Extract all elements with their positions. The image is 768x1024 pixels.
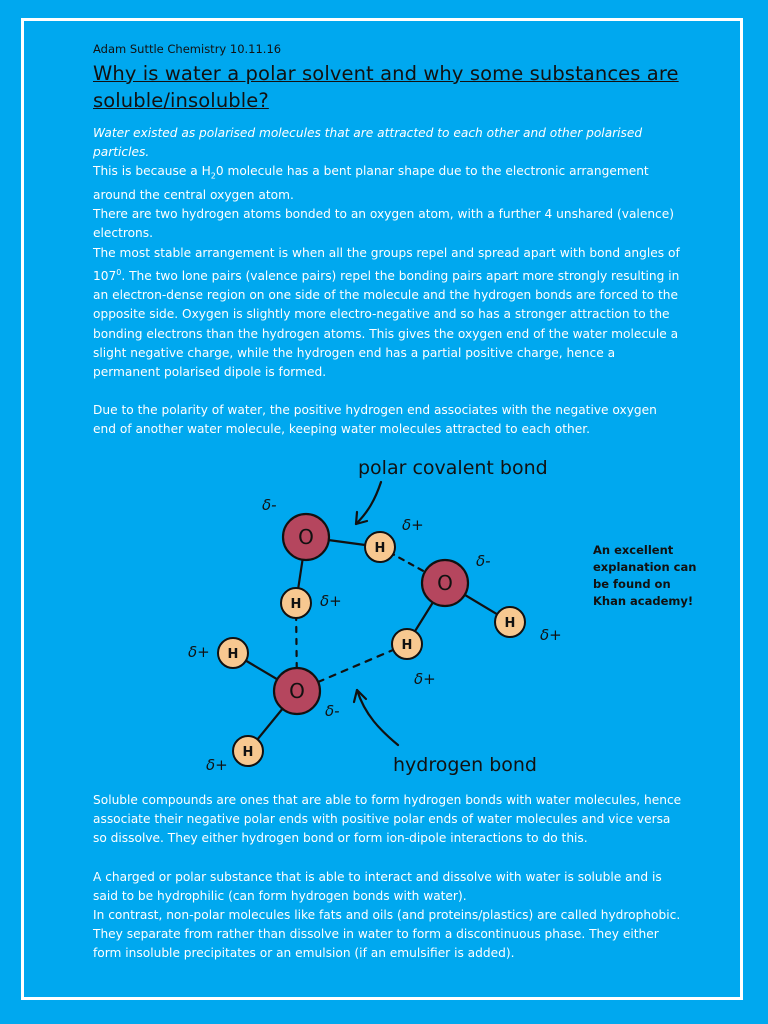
hydrogen-atom <box>392 629 422 659</box>
water-hydrogen-bond-diagram <box>170 448 600 790</box>
hydrogen-atom <box>218 638 248 668</box>
intro-text: Water existed as polarised molecules that are attracted to each other and other polarised particles. <box>93 126 643 160</box>
delta-plus-label: δ+ <box>188 643 210 661</box>
svg-text:H: H <box>504 616 516 631</box>
paragraph-hydrophobic: In contrast, non-polar molecules like fats and oils (and proteins/plastics) are called hydrophobic. They separate from rather than dissolve in water to form a discontinuous phase. They either form insoluble precipitates or an emulsion (if an emulsifier is added). <box>93 908 681 961</box>
paragraph-atoms: There are two hydrogen atoms bonded to an oxygen atom, with a further 4 unshared (valence) electrons. <box>93 207 674 241</box>
page-title: Why is water a polar solvent and why some substances are soluble/insoluble? <box>93 62 679 112</box>
arrow-polar <box>356 482 381 524</box>
delta-minus-label: δ- <box>262 496 277 514</box>
delta-minus-label: δ- <box>476 552 491 570</box>
svg-text:H: H <box>242 745 254 760</box>
hydrogen-bond-label: hydrogen bond <box>393 754 537 776</box>
oxygen-atom-top <box>283 514 329 560</box>
delta-plus-label: δ+ <box>320 592 342 610</box>
hydrogen-atom <box>281 588 311 618</box>
paragraph-soluble: Soluble compounds are ones that are able to form hydrogen bonds with water molecules, hence associate their negative polar ends with positive polar ends of water molecules and vice versa so dissolve. They either hydrogen bond or form ion-dipole interactions to do this. <box>93 793 682 846</box>
paragraph-shape: This is because a $H_20$ molecule has a bent planar shape due to the electronic arrangement around the central oxygen atom. <box>93 164 649 203</box>
delta-plus-label: δ+ <box>206 756 228 774</box>
khan-academy-note: An excellent explanation can be found on Khan academy! <box>593 543 697 608</box>
hydrogen-atom <box>365 532 395 562</box>
delta-plus-label: δ+ <box>402 516 424 534</box>
paragraph-hydrophilic: A charged or polar substance that is able to interact and dissolve with water is soluble and is said to be hydrophilic (can form hydrogen bonds with water). <box>93 869 662 903</box>
oxygen-atom-bottom <box>274 668 320 714</box>
paragraph-arrangement: The most stable arrangement is when all the groups repel and spread apart with bond angles of $107^0$. The two lone pairs (valence pairs) repel the bonding pairs apart more strongly resulting in an electron-dense region on one side of the molecule and the hydrogen bonds are forced to the opposite side. Oxygen is slightly more electro-negative and so has a stronger attraction to the bonding electrons than the hydrogen atoms. This gives the oxygen end of the water molecule a slight negative charge, while the hydrogen end has a partial positive charge, hence a permanent polarised dipole is formed. <box>93 245 680 379</box>
document-body <box>93 40 683 440</box>
svg-text:O: O <box>437 571 453 595</box>
delta-plus-label: δ+ <box>540 626 562 644</box>
delta-plus-label: δ+ <box>414 670 436 688</box>
delta-minus-label: δ- <box>325 702 340 720</box>
oxygen-atom-right <box>422 560 468 606</box>
hydrogen-atom <box>233 736 263 766</box>
svg-text:H: H <box>374 541 386 556</box>
svg-text:H: H <box>290 597 302 612</box>
svg-text:H: H <box>401 638 413 653</box>
arrow-hbond <box>357 690 398 745</box>
hydrogen-atom <box>495 607 525 637</box>
svg-text:O: O <box>298 525 314 549</box>
paragraph-polarity: Due to the polarity of water, the positive hydrogen end associates with the negative oxygen end of another water molecule, keeping water molecules attracted to each other. <box>93 403 657 437</box>
svg-text:O: O <box>289 679 305 703</box>
document-body-lower <box>93 791 683 964</box>
author-line: Adam Suttle Chemistry 10.11.16 <box>93 42 282 56</box>
svg-text:H: H <box>227 647 239 662</box>
polar-covalent-label: polar covalent bond <box>358 457 548 479</box>
